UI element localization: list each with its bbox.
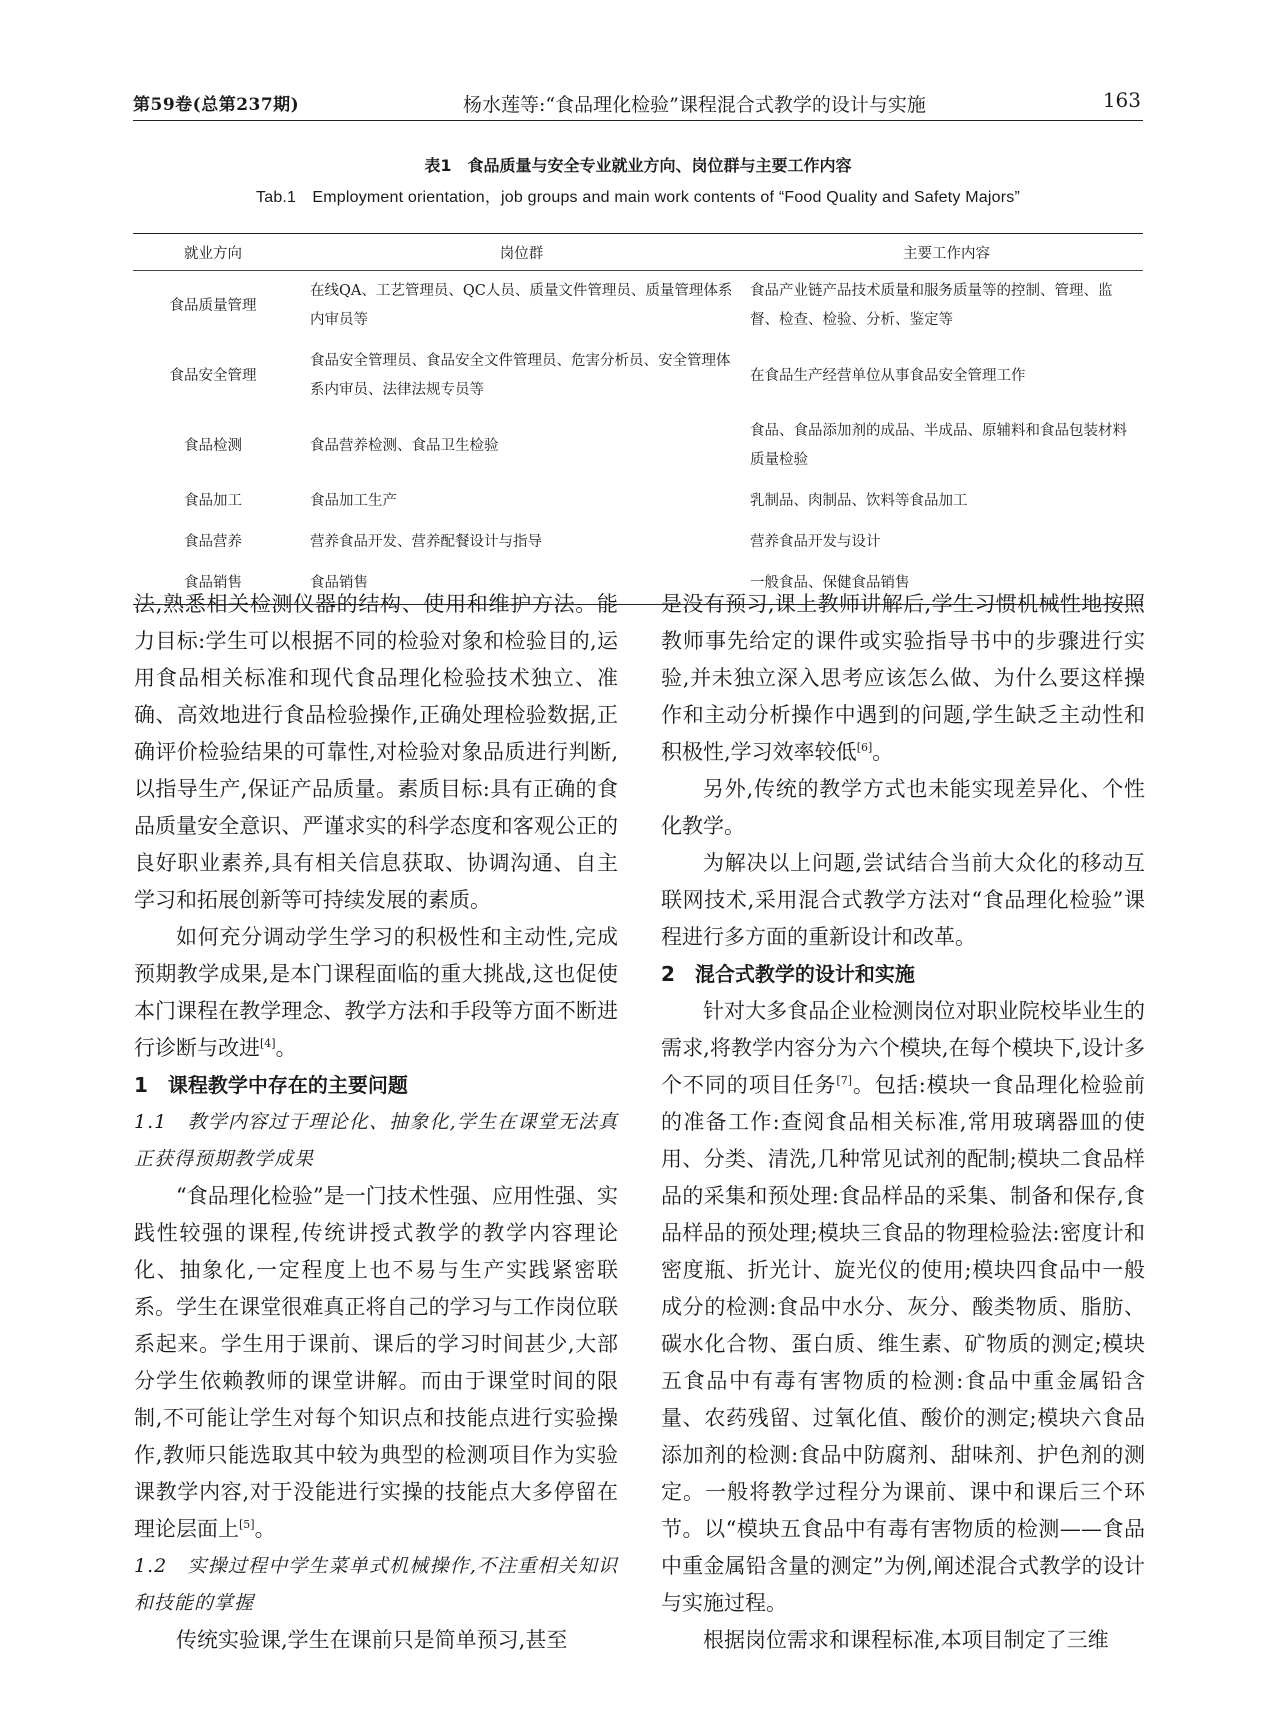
paragraph-end: 。 [254,1517,276,1541]
subsection-heading: 1.1 教学内容过于理论化、抽象化,学生在课堂无法真正获得预期教学成果 [134,1111,618,1170]
table-cell: 在食品生产经营单位从事食品安全管理工作 [750,367,1026,384]
column-header: 岗位群 [293,234,750,271]
paragraph [134,1178,618,1548]
table-cell: 一般食品、保健食品销售 [750,575,910,591]
table-cell: 食品安全管理员、食品安全文件管理员、危害分析员、安全管理体系内审员、法律法规专员等 [310,353,731,398]
paragraph-text: 针对大多食品企业检测岗位对职业院校毕业生的需求,将教学内容分为六个模块,在每个模块下,设计多个不同的项目任务 [661,999,1145,1097]
table-caption-en: Tab.1 Employment orientation，job groups and main work contents of “Food Quality and Safety Majors” [256,189,1020,206]
table-row [133,411,1143,481]
table-cell: 食品检测 [184,437,242,454]
paragraph-text: 。包括:模块一食品理化检验前的准备工作:查阅食品相关标准,常用玻璃器皿的使用、分类、清洗,几种常见试剂的配制;模块二食品样品的采集和预处理:食品样品的采集、制备和保存,食品样品的预处理;模块三食品的物理检验法:密度计和密度瓶、折光计、旋光仪的使用;模块四食品中一般成分的检测:食品中水分、灰分、酸类物质、脂肪、碳水化合物、蛋白质、维生素、矿物质的测定;模块五食品中有毒有害物质的检测:食品中重金属铅含量、农药残留、过氧化值、酸价的测定;模块六食品添加剂的检测:食品中防腐剂、甜味剂、护色剂的测定。一般将教学过程分为课前、课中和课后三个环节。以“模块五食品中有毒有害物质的检测——食品中重金属铅含量的测定”为例,阐述混合式教学的设计与实施过程。 [661,1073,1146,1615]
paragraph-end: 。 [275,1036,297,1060]
employment-table [133,233,1143,605]
running-header [133,84,1143,121]
journal-volume: 第59卷(总第237期) [133,95,300,115]
table-cell: 食品销售 [310,575,368,591]
table-cell: 食品销售 [184,575,242,591]
paragraph-text: “食品理化检验”是一门技术性强、应用性强、实践性较强的课程,传统讲授式教学的教学内容理论化、抽象化,一定程度上也不易与生产实践紧密联系。学生在课堂很难真正将自己的学习与工作岗位联系起来。学生用于课前、课后的学习时间甚少,大部分学生依赖教师的课堂讲解。而由于课堂时间的限制,不可能让学生对每个知识点和技能点进行实验操作,教师只能选取其中较为典型的检测项目作为实验课教学内容,对于没能进行实操的技能点大多停留在理论层面上 [134,1184,618,1541]
paragraph: 传统实验课,学生在课前只是简单预习,甚至 [176,1628,568,1652]
table-cell: 食品营养检测、食品卫生检验 [310,437,499,454]
table-row [133,481,1143,522]
section-heading: 2 混合式教学的设计和实施 [661,962,915,986]
table-row [133,271,1143,342]
paragraph-text: 如何充分调动学生学习的积极性和主动性,完成预期教学成果,是本门课程面临的重大挑战,这也促使本门课程在教学理念、教学方法和手段等方面不断进行诊断与改进 [134,925,618,1060]
table-cell: 乳制品、肉制品、饮料等食品加工 [750,493,968,509]
page-number: 163 [1102,88,1141,112]
subsection-heading: 1.2 实操过程中学生菜单式机械操作,不注重相关知识和技能的掌握 [134,1555,618,1614]
paragraph: 另外,传统的教学方式也未能实现差异化、个性化教学。 [661,777,1145,838]
column-header: 主要工作内容 [750,234,1143,271]
paragraph: 为解决以上问题,尝试结合当前大众化的移动互联网技术,采用混合式教学方法对“食品理化检验”课程进行多方面的重新设计和改革。 [661,851,1145,949]
paragraph-end: 。 [872,740,894,764]
table-cell: 食品营养 [184,534,242,550]
paragraph [661,993,1145,1622]
paragraph-text: 是没有预习,课上教师讲解后,学生习惯机械性地按照教师事先给定的课件或实验指导书中的步骤进行实验,并未独立深入思考应该怎么做、为什么要这样操作和主动分析操作中遇到的问题,学生缺乏主动性和积极性,学习效率较低 [661,592,1145,764]
table-cell: 在线QA、工艺管理员、QC人员、质量文件管理员、质量管理体系内审员等 [310,283,733,328]
table-cell: 营养食品开发与设计 [750,534,881,550]
table-cell: 食品加工 [184,493,242,509]
table-caption-cn: 表1 食品质量与安全专业就业方向、岗位群与主要工作内容 [424,156,852,175]
table-cell: 营养食品开发、营养配餐设计与指导 [310,534,542,550]
paragraph [661,586,1145,771]
paragraph: 根据岗位需求和课程标准,本项目制定了三维 [703,1628,1109,1652]
citation-ref: [5] [239,1518,255,1531]
table-cell: 食品质量管理 [169,297,257,314]
table-cell: 食品安全管理 [169,367,257,384]
table-row [133,522,1143,563]
paragraph [134,919,618,1067]
table-header-row [133,234,1143,271]
table-cell: 食品产业链产品技术质量和服务质量等的控制、管理、监督、检查、检验、分析、鉴定等 [750,283,1113,328]
paragraph: 法,熟悉相关检测仪器的结构、使用和维护方法。能力目标:学生可以根据不同的检验对象和检验目的,运用食品相关标准和现代食品理化检验技术独立、准确、高效地进行食品检验操作,正确处理检验数据,正确评价检验结果的可靠性,对检验对象品质进行判断,以指导生产,保证产品质量。素质目标:具有正确的食品质量安全意识、严谨求实的科学态度和客观公正的良好职业素养,具有相关信息获取、协调沟通、自主学习和拓展创新等可持续发展的素质。 [134,592,618,912]
left-text-column [134,586,618,1659]
right-text-column [661,586,1145,1659]
citation-ref: [7] [836,1074,852,1087]
section-heading: 1 课程教学中存在的主要问题 [134,1073,408,1097]
running-title: 杨水莲等:“食品理化检验”课程混合式教学的设计与实施 [463,94,926,116]
citation-ref: [6] [856,741,873,754]
column-header: 就业方向 [133,234,293,271]
table-cell: 食品加工生产 [310,493,397,509]
citation-ref: [4] [260,1037,276,1050]
table-row [133,341,1143,411]
table-cell: 食品、食品添加剂的成品、半成品、原辅料和食品包装材料质量检验 [750,423,1127,468]
